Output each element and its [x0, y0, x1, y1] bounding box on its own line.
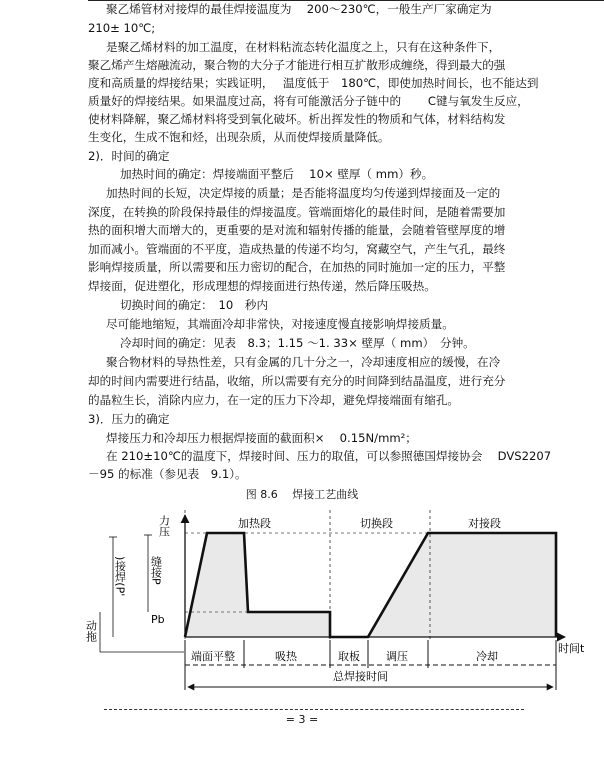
- paragraph-line: 是聚乙烯材料的加工温度，在材料粘流态转化温度之上，只有在这种条件下，: [106, 40, 501, 54]
- paragraph-line: 度和高质量的焊接结果；实践证明， 温度低于 180℃，即使加热时间长，也不能达到: [88, 76, 539, 90]
- phase-label: 对接段: [468, 517, 501, 530]
- paragraph-line: 生变化，生成不饱和烃，出现杂质，从而使焊接质量降低。: [88, 130, 390, 144]
- drag-pressure-label: 动拖: [84, 620, 98, 642]
- top-rule: [88, 0, 604, 1]
- paragraph-line: 却的时间内需要进行结晶，收缩，所以需要有充分的时间降到结晶温度，进行充分: [88, 374, 506, 388]
- paragraph-line: 热的面积增大而增大的，更重要的是对流和辐射传播的能量，会随着管壁厚度的增: [88, 223, 506, 237]
- page-number: = 3 =: [285, 713, 319, 726]
- paragraph-line: 聚合物材料的导热性差，只有金属的几十分之一，冷却速度相应的缓慢，在冷: [106, 355, 501, 369]
- paragraph-line: 切换时间的确定： 10 秒内: [120, 298, 269, 312]
- paragraph-line: 焊接面，促进塑化，形成理想的焊接面进行热传递，然后降压吸热。: [88, 279, 436, 293]
- paragraph-line: 210± 10℃;: [88, 21, 156, 35]
- bottom-rule: [104, 709, 524, 710]
- paragraph-line: 尽可能地缩短，其端面冷却非常快，对接速度慢直接影响焊接质量。: [106, 317, 454, 331]
- seam-pressure-label: 缝接P: [149, 556, 163, 585]
- weld-pressure-label: )接焊(P': [113, 556, 127, 597]
- paragraph-line: 质量好的焊接结果。如果温度过高，将有可能激活分子链中的 C键与氧发生反应，: [88, 94, 529, 108]
- total-time-label: 总焊接时间: [333, 670, 388, 683]
- paragraph-line: 深度，在转换的阶段保持最佳的焊接温度。管端面熔化的最佳时间，是随着需要加: [88, 205, 506, 219]
- segment-label: 取板: [338, 650, 360, 663]
- paragraph-line: 使材料降解，聚乙烯材料将受到氧化破坏。析出挥发性的物质和气体，材料结构发: [88, 112, 506, 126]
- y-axis-label: 力压: [157, 515, 171, 537]
- paragraph-line: 聚乙烯产生熔融流动，聚合物的大分子才能进行相互扩散形成缠绕，得到最大的强: [88, 58, 506, 72]
- pb-label: Pb: [151, 613, 165, 626]
- segment-label: 端面平整: [191, 650, 235, 663]
- paragraph-line: 聚乙烯管材对接焊的最佳焊接温度为 200～230℃，一般生产厂家确定为: [106, 2, 492, 16]
- section-heading: 3)．压力的确定: [88, 412, 170, 426]
- paragraph-line: 焊接压力和冷却压力根据焊接面的截面积× 0.15N/mm²；: [106, 431, 417, 445]
- paragraph-line: 加而减小。管端面的不平度，造成热量的传递不均匀，窝藏空气，产生气孔，最终: [88, 242, 506, 256]
- paragraph-line: 冷却时间的确定：见表 8.3；1.15 ～1. 33× 壁厚（ mm） 分钟。: [120, 336, 475, 350]
- segment-label: 调压: [386, 650, 408, 663]
- phase-label: 切换段: [360, 517, 393, 530]
- welding-process-curve: [84, 500, 595, 700]
- segment-label: 冷却: [476, 650, 498, 663]
- phase-label: 加热段: [238, 517, 271, 530]
- figure-caption: 图 8.6 焊接工艺曲线: [245, 488, 359, 501]
- segment-label: 吸热: [275, 650, 297, 663]
- paragraph-line: 的晶粒生长，消除内应力，在一定的压力下冷却，避免焊接端面有缩孔。: [88, 393, 460, 407]
- heating-area: [185, 533, 330, 637]
- paragraph-line: 加热时间的确定：焊接端面平整后 10× 壁厚（ mm）秒。: [120, 167, 434, 181]
- paragraph-line: 在 210±10℃的温度下，焊接时间、压力的取值，可以参照德国焊接协会 DVS2207: [106, 449, 552, 463]
- paragraph-line: －95 的标准（参见表 9.1）。: [88, 467, 247, 481]
- paragraph-line: 加热时间的长短，决定焊接的质量；是否能将温度均匀传递到焊接面及一定的: [106, 186, 501, 200]
- paragraph-line: 影响焊接质量，所以需要和压力密切的配合，在加热的同时施加一定的压力，平整: [88, 260, 506, 274]
- section-heading: 2)．时间的确定: [88, 149, 170, 163]
- butt-area: [368, 533, 556, 637]
- x-axis-label: 时间t: [558, 642, 585, 655]
